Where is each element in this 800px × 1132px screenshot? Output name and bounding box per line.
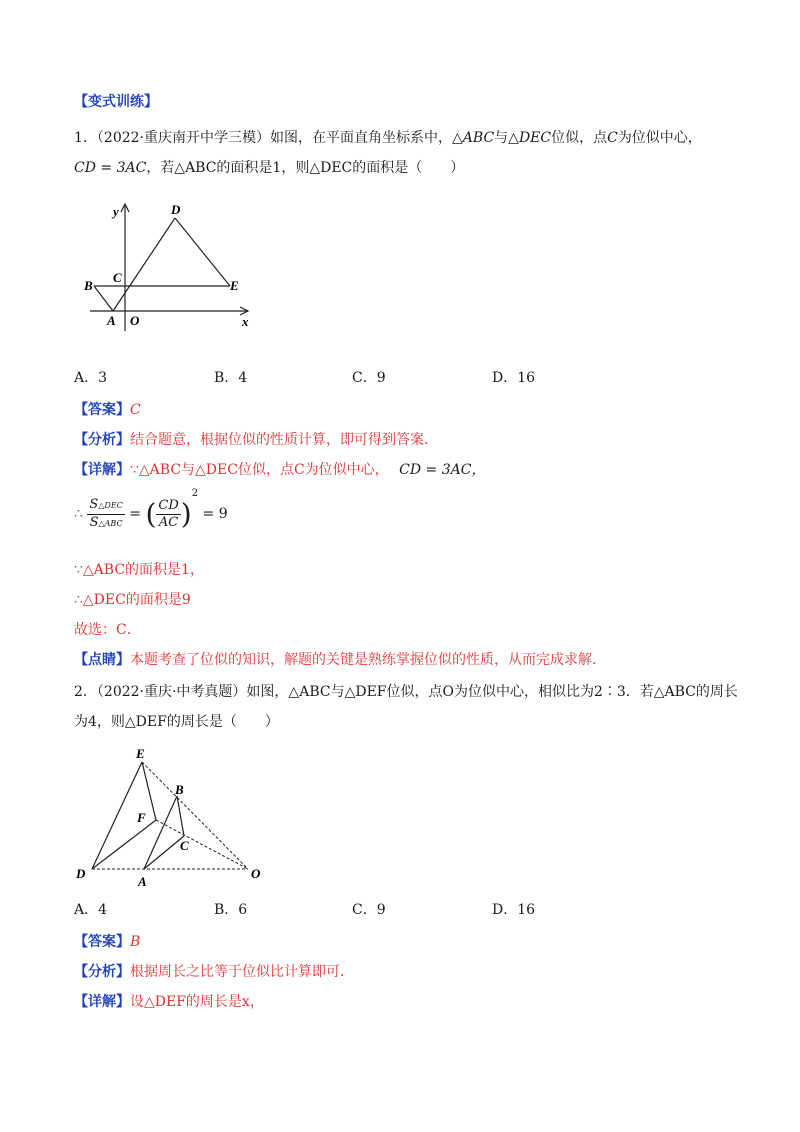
- q1-area-ratio-fraction: [87, 497, 124, 532]
- q1-area-numerator-sub: △DEC: [98, 500, 123, 510]
- q2-geometry-figure: [74, 744, 274, 892]
- q1-label-b: B: [84, 278, 93, 293]
- q2-analysis-tag: 【分析】: [74, 964, 130, 980]
- q2-label-c: C: [180, 838, 189, 853]
- q1-label-o: O: [130, 313, 140, 328]
- q2-label-e: E: [136, 746, 145, 761]
- q1-label-y: y: [113, 204, 119, 219]
- q1-stem-prefix: 1．（2022·重庆南开中学三模）如图，在平面直角坐标系中，: [74, 130, 452, 146]
- q1-segment-ba: [94, 286, 113, 311]
- q1-option-b: B．4: [214, 370, 248, 386]
- q1-result: = 9: [202, 506, 228, 522]
- q1-detail-line: [74, 460, 485, 480]
- q1-analysis-tag: 【分析】: [74, 432, 130, 448]
- q1-detail-text: ∵△ABC与△DEC位似，点C为位似中心，: [130, 462, 389, 478]
- q2-stem-line1: 2．（2022·重庆·中考真题）如图，△ABC与△DEF位似，点O为位似中心，相似比为2∶3．若△ABC的周长: [74, 684, 738, 700]
- q1-label-c: C: [113, 270, 122, 285]
- q2-label-b: B: [175, 782, 184, 797]
- q2-segment-bc: [177, 796, 184, 836]
- q2-detail-line: [74, 992, 264, 1012]
- q1-step3: 故选：C．: [74, 622, 141, 638]
- q2-analysis-text: 根据周长之比等于位似比计算即可．: [130, 964, 354, 980]
- q1-point-c: C: [607, 130, 618, 146]
- q1-comment-tag: 【点睛】: [74, 652, 130, 668]
- section-title: 【变式训练】: [74, 94, 158, 110]
- q2-segment-de: [92, 762, 142, 869]
- q2-detail-tag: 【详解】: [74, 994, 130, 1010]
- q1-comment-line: [74, 650, 606, 670]
- q1-stem-line2: [74, 158, 464, 178]
- q2-detail-text: 设△DEF的周长是x，: [130, 994, 264, 1010]
- q1-analysis-line: [74, 430, 438, 450]
- q1-fraction-equation: ∴ $\frac{\text{S△DEC}}{\text{S△ABC}}$ = ( $\frac{CD}{AC}$ )$^2$ = 9: [74, 488, 228, 531]
- q2-dashed-eo: [142, 762, 248, 869]
- q1-equation: CD = 3AC: [74, 160, 147, 176]
- q1-label-x: x: [242, 314, 249, 329]
- q2-analysis-line: [74, 962, 354, 982]
- q1-side-numerator: CD: [158, 497, 179, 513]
- q1-abc: ABC: [462, 130, 495, 146]
- q1-step2: ∴△DEC的面积是9: [74, 592, 191, 608]
- q1-answer-line: [74, 400, 141, 420]
- q2-label-o: O: [251, 866, 261, 881]
- q1-detail-tag: 【详解】: [74, 462, 130, 478]
- q1-side-ratio-fraction: [156, 498, 180, 531]
- q2-label-f: F: [137, 810, 146, 825]
- q1-stem-line1: [74, 128, 702, 148]
- q1-area-denominator: S: [89, 514, 99, 530]
- q1-area-numerator: S: [89, 496, 99, 512]
- q2-segment-ac: [144, 836, 184, 869]
- q1-stem-and: 与△: [494, 130, 519, 146]
- q2-segment-df: [92, 820, 156, 869]
- q1-label-d: D: [171, 202, 181, 217]
- q2-label-d: D: [76, 866, 86, 881]
- q1-label-a: A: [107, 313, 116, 328]
- q1-side-denominator: AC: [158, 514, 179, 530]
- q2-option-c: C．9: [352, 902, 386, 918]
- q1-answer-tag: 【答案】: [74, 402, 130, 418]
- q1-answer-value: C: [130, 402, 141, 418]
- q1-area-denominator-sub: △ABC: [98, 518, 123, 528]
- q1-dec: DEC: [518, 130, 552, 146]
- q2-answer-tag: 【答案】: [74, 934, 130, 950]
- q1-option-c: C．9: [352, 370, 386, 386]
- q1-triangle-symbol: △: [452, 130, 463, 146]
- q2-label-a: A: [138, 874, 147, 889]
- q1-stem-question: ，若△ABC的面积是1，则△DEC的面积是（ ）: [146, 160, 465, 176]
- q1-stem-end: 为位似中心，: [617, 130, 702, 146]
- q1-option-a: A．3: [74, 370, 108, 386]
- q2-answer-line: [74, 932, 140, 952]
- q1-comment-text: 本题考查了位似的知识，解题的关键是熟练掌握位似的性质，从而完成求解．: [130, 652, 606, 668]
- q1-exponent: 2: [191, 488, 199, 499]
- q1-segment-ad: [113, 218, 175, 311]
- q2-stem-line2: 为4，则△DEF的周长是（ ）: [74, 714, 279, 730]
- q1-step1: ∵△ABC的面积是1，: [74, 562, 204, 578]
- q2-answer-value: B: [130, 934, 141, 950]
- q2-option-b: B．6: [214, 902, 248, 918]
- q1-segment-de: [175, 218, 230, 286]
- q1-label-e: E: [230, 278, 239, 293]
- q1-coordinate-figure: [80, 198, 260, 338]
- q2-option-a: A．4: [74, 902, 108, 918]
- q1-option-d: D．16: [492, 370, 536, 386]
- q2-segment-ab: [144, 796, 177, 869]
- q1-analysis-text: 结合题意，根据位似的性质计算，即可得到答案．: [130, 432, 438, 448]
- q1-detail-equation: CD = 3AC，: [399, 462, 486, 478]
- q1-therefore-symbol: ∴: [74, 506, 83, 522]
- q1-stem-similar: 位似，点: [551, 130, 608, 146]
- q2-dashed-fo: [156, 820, 248, 869]
- q2-option-d: D．16: [492, 902, 536, 918]
